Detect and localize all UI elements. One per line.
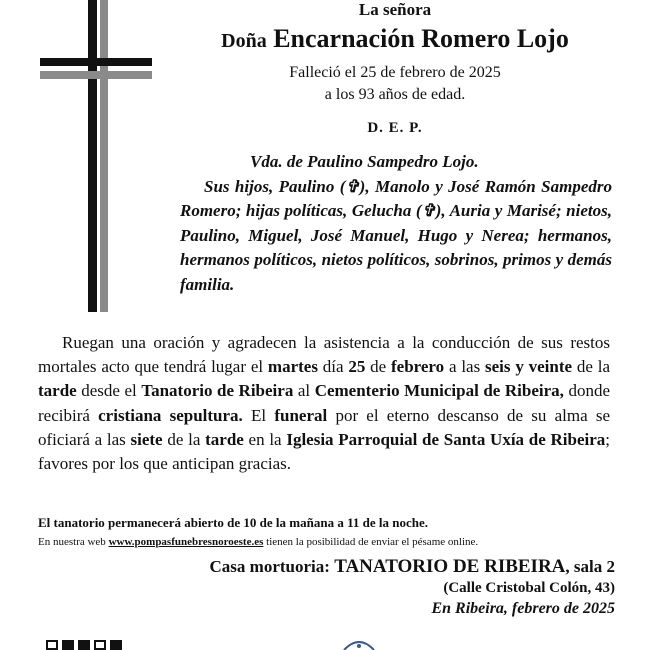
death-age: a los 93 años de edad. — [324, 86, 466, 103]
death-date: Falleció el 25 de febrero de 2025 — [289, 64, 501, 81]
tanatorio-hours: El tanatorio permanecerá abierto de 10 de la mañana a 11 de la noche. — [38, 515, 428, 530]
closing-line: En Ribeira, febrero de 2025 — [431, 600, 615, 617]
web-note: En nuestra web www.pompasfunebresnoroeste.es tienen la posibilidad de enviar el pésame online. — [38, 536, 479, 548]
website-link[interactable]: www.pompasfunebresnoroeste.es — [108, 536, 264, 548]
cross-icon — [40, 0, 160, 320]
ceremony-paragraph: Ruegan una oración y agradecen la asistencia a la conducción de sus restos mortales acto que tendrá lugar el martes día 25 de febrero a las seis y veinte de la tarde desde el Tanatorio de Ribeira al Cementerio Municipal de Ribeira, donde recibirá cristiana sepultura. El funeral por el eterno descanso de su alma se oficiará a las siete de la tarde en la Iglesia Parroquial de Santa Uxía de Ribeira; favores por los que anticipan gracias. — [38, 333, 611, 474]
dep-line: D. E. P. — [367, 120, 423, 136]
deceased-name — [160, 24, 630, 54]
name-prefix: Doña — [221, 30, 267, 52]
funeral-home-logo-icon — [342, 638, 376, 650]
death-info — [160, 62, 630, 106]
mortuary-address: (Calle Cristobal Colón, 43) — [443, 580, 615, 596]
intro-title: La señora — [358, 0, 432, 19]
family-block — [180, 150, 612, 298]
mortuary-name: TANATORIO DE RIBEIRA — [334, 556, 566, 577]
name-text: Encarnación Romero Lojo — [273, 24, 569, 53]
qr-code-icon — [46, 640, 146, 650]
mortuary-line: Casa mortuoria: TANATORIO DE RIBEIRA, sala 2 — [209, 556, 615, 577]
relatives-text: Sus hijos, Paulino (✞), Manolo y José Ramón Sampedro Romero; hijas políticas, Gelucha (✞), Auria y Marisé; nietos, Paulino, Miguel, José Manuel, Hugo y Nerea; hermanos, hermanos políticos, nietos políticos, sobrinos, primos y demás familia. — [180, 176, 612, 294]
widow-line: Vda. de Paulino Sampedro Lojo. — [250, 152, 479, 171]
